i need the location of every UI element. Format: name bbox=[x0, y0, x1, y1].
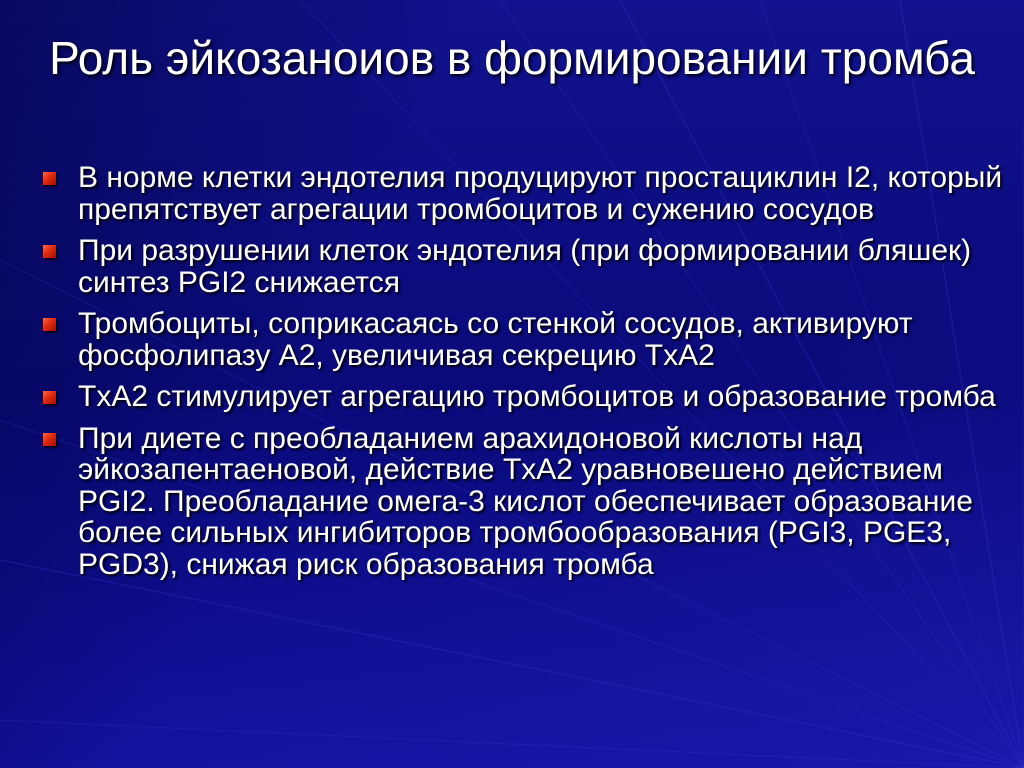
red-square-bullet-icon bbox=[43, 172, 56, 185]
red-square-bullet-icon bbox=[43, 391, 56, 404]
bullet-item bbox=[40, 308, 1015, 371]
red-square-bullet-icon bbox=[43, 245, 56, 258]
bullet-list bbox=[40, 162, 1015, 590]
bullet-item bbox=[40, 235, 1015, 298]
slide-title: Роль эйкозаноиов в формировании тромба bbox=[49, 32, 975, 84]
bullet-item bbox=[40, 381, 1015, 413]
bullet-text: При диете с преобладанием арахидоновой кислоты над эйкозапентаеновой, действие TxA2 уравновешено действием PGI2. Преобладание омега-3 кислот обеспечивает образование более сильных ингибиторов тромбообразования (PGI3, PGE3, PGD3), снижая риск образования тромба bbox=[78, 421, 973, 581]
bullet-item bbox=[40, 162, 1015, 225]
bullet-text: Тромбоциты, соприкасаясь со стенкой сосудов, активируют фосфолипазу А2, увеличивая секрецию TxA2 bbox=[78, 307, 913, 372]
red-square-bullet-icon bbox=[43, 318, 56, 331]
bullet-item bbox=[40, 423, 1015, 581]
bullet-text: TxA2 стимулирует агрегацию тромбоцитов и образование тромба bbox=[78, 380, 996, 413]
red-square-bullet-icon bbox=[43, 433, 56, 446]
bullet-text: При разрушении клеток эндотелия (при формировании бляшек) синтез PGI2 снижается bbox=[78, 234, 972, 299]
bullet-text: В норме клетки эндотелия продуцируют простациклин I2, который препятствует агрегации тромбоцитов и сужению сосудов bbox=[78, 161, 1003, 226]
